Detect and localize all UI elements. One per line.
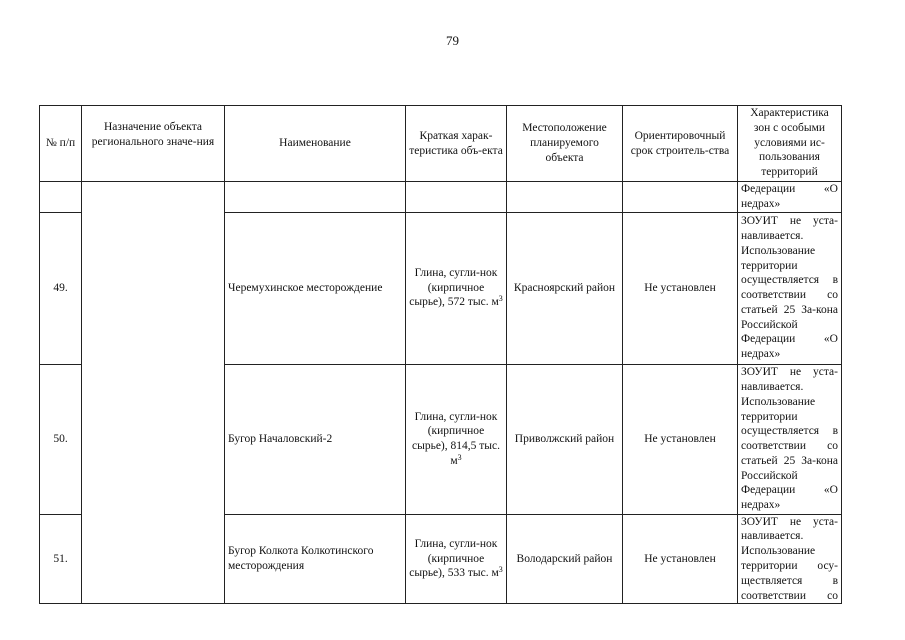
cell-name: Черемухинское месторождение [225, 212, 406, 364]
cell-name [225, 182, 406, 213]
cell-characteristic [406, 182, 507, 213]
characteristic-text: Глина, сугли-нок (кирпичное сырье), 572 тыс. м [409, 266, 499, 309]
cell-term [623, 182, 738, 213]
header-characteristic: Краткая харак-теристика объ-екта [406, 106, 507, 182]
header-location: Местоположение планируемого объекта [507, 106, 623, 182]
cell-location: Красноярский район [507, 212, 623, 364]
cell-location: Володарский район [507, 514, 623, 604]
page-number: 79 [446, 33, 459, 48]
header-name: Наименование [225, 106, 406, 182]
cell-characteristic [406, 364, 507, 514]
cell-num: 49. [40, 212, 82, 364]
objects-table [39, 105, 842, 604]
cell-location: Приволжский район [507, 364, 623, 514]
cell-purpose-merged [82, 182, 225, 604]
cell-name: Бугор Началовский-2 [225, 364, 406, 514]
cell-num: 51. [40, 514, 82, 604]
unit-power: 3 [498, 565, 503, 575]
cell-zones: Федерации «О недрах» [738, 182, 842, 213]
cell-name: Бугор Колкота Колкотинского месторождения [225, 514, 406, 604]
cell-characteristic [406, 212, 507, 364]
cell-characteristic [406, 514, 507, 604]
cell-zones: ЗОУИТ не уста-навливается. Использование территории осуществляется в соответствии со статьей 25 За-кона Российской Федерации «О недрах» [738, 212, 842, 364]
cell-term: Не установлен [623, 364, 738, 514]
header-zones: Характеристика зон с особыми условиями ис-пользования территорий [738, 106, 842, 182]
header-num: № п/п [40, 106, 82, 182]
cell-zones: ЗОУИТ не уста-навливается. Использование территории осу-ществляется в соответствии со [738, 514, 842, 604]
unit-power: 3 [498, 294, 503, 304]
table-row-continuation [40, 182, 842, 213]
cell-term: Не установлен [623, 212, 738, 364]
table-header-row [40, 106, 842, 182]
cell-num [40, 182, 82, 213]
cell-term: Не установлен [623, 514, 738, 604]
characteristic-text: Глина, сугли-нок (кирпичное сырье), 814,5 тыс. м [412, 410, 500, 467]
characteristic-text: Глина, сугли-нок (кирпичное сырье), 533 тыс. м [409, 537, 499, 580]
header-term: Ориентировочный срок строитель-ства [623, 106, 738, 182]
cell-location [507, 182, 623, 213]
cell-zones: ЗОУИТ не уста-навливается. Использование территории осуществляется в соответствии со статьей 25 За-кона Российской Федерации «О недрах» [738, 364, 842, 514]
unit-power: 3 [457, 452, 462, 462]
cell-num: 50. [40, 364, 82, 514]
header-purpose: Назначение объекта регионального значе-ния [82, 106, 225, 182]
